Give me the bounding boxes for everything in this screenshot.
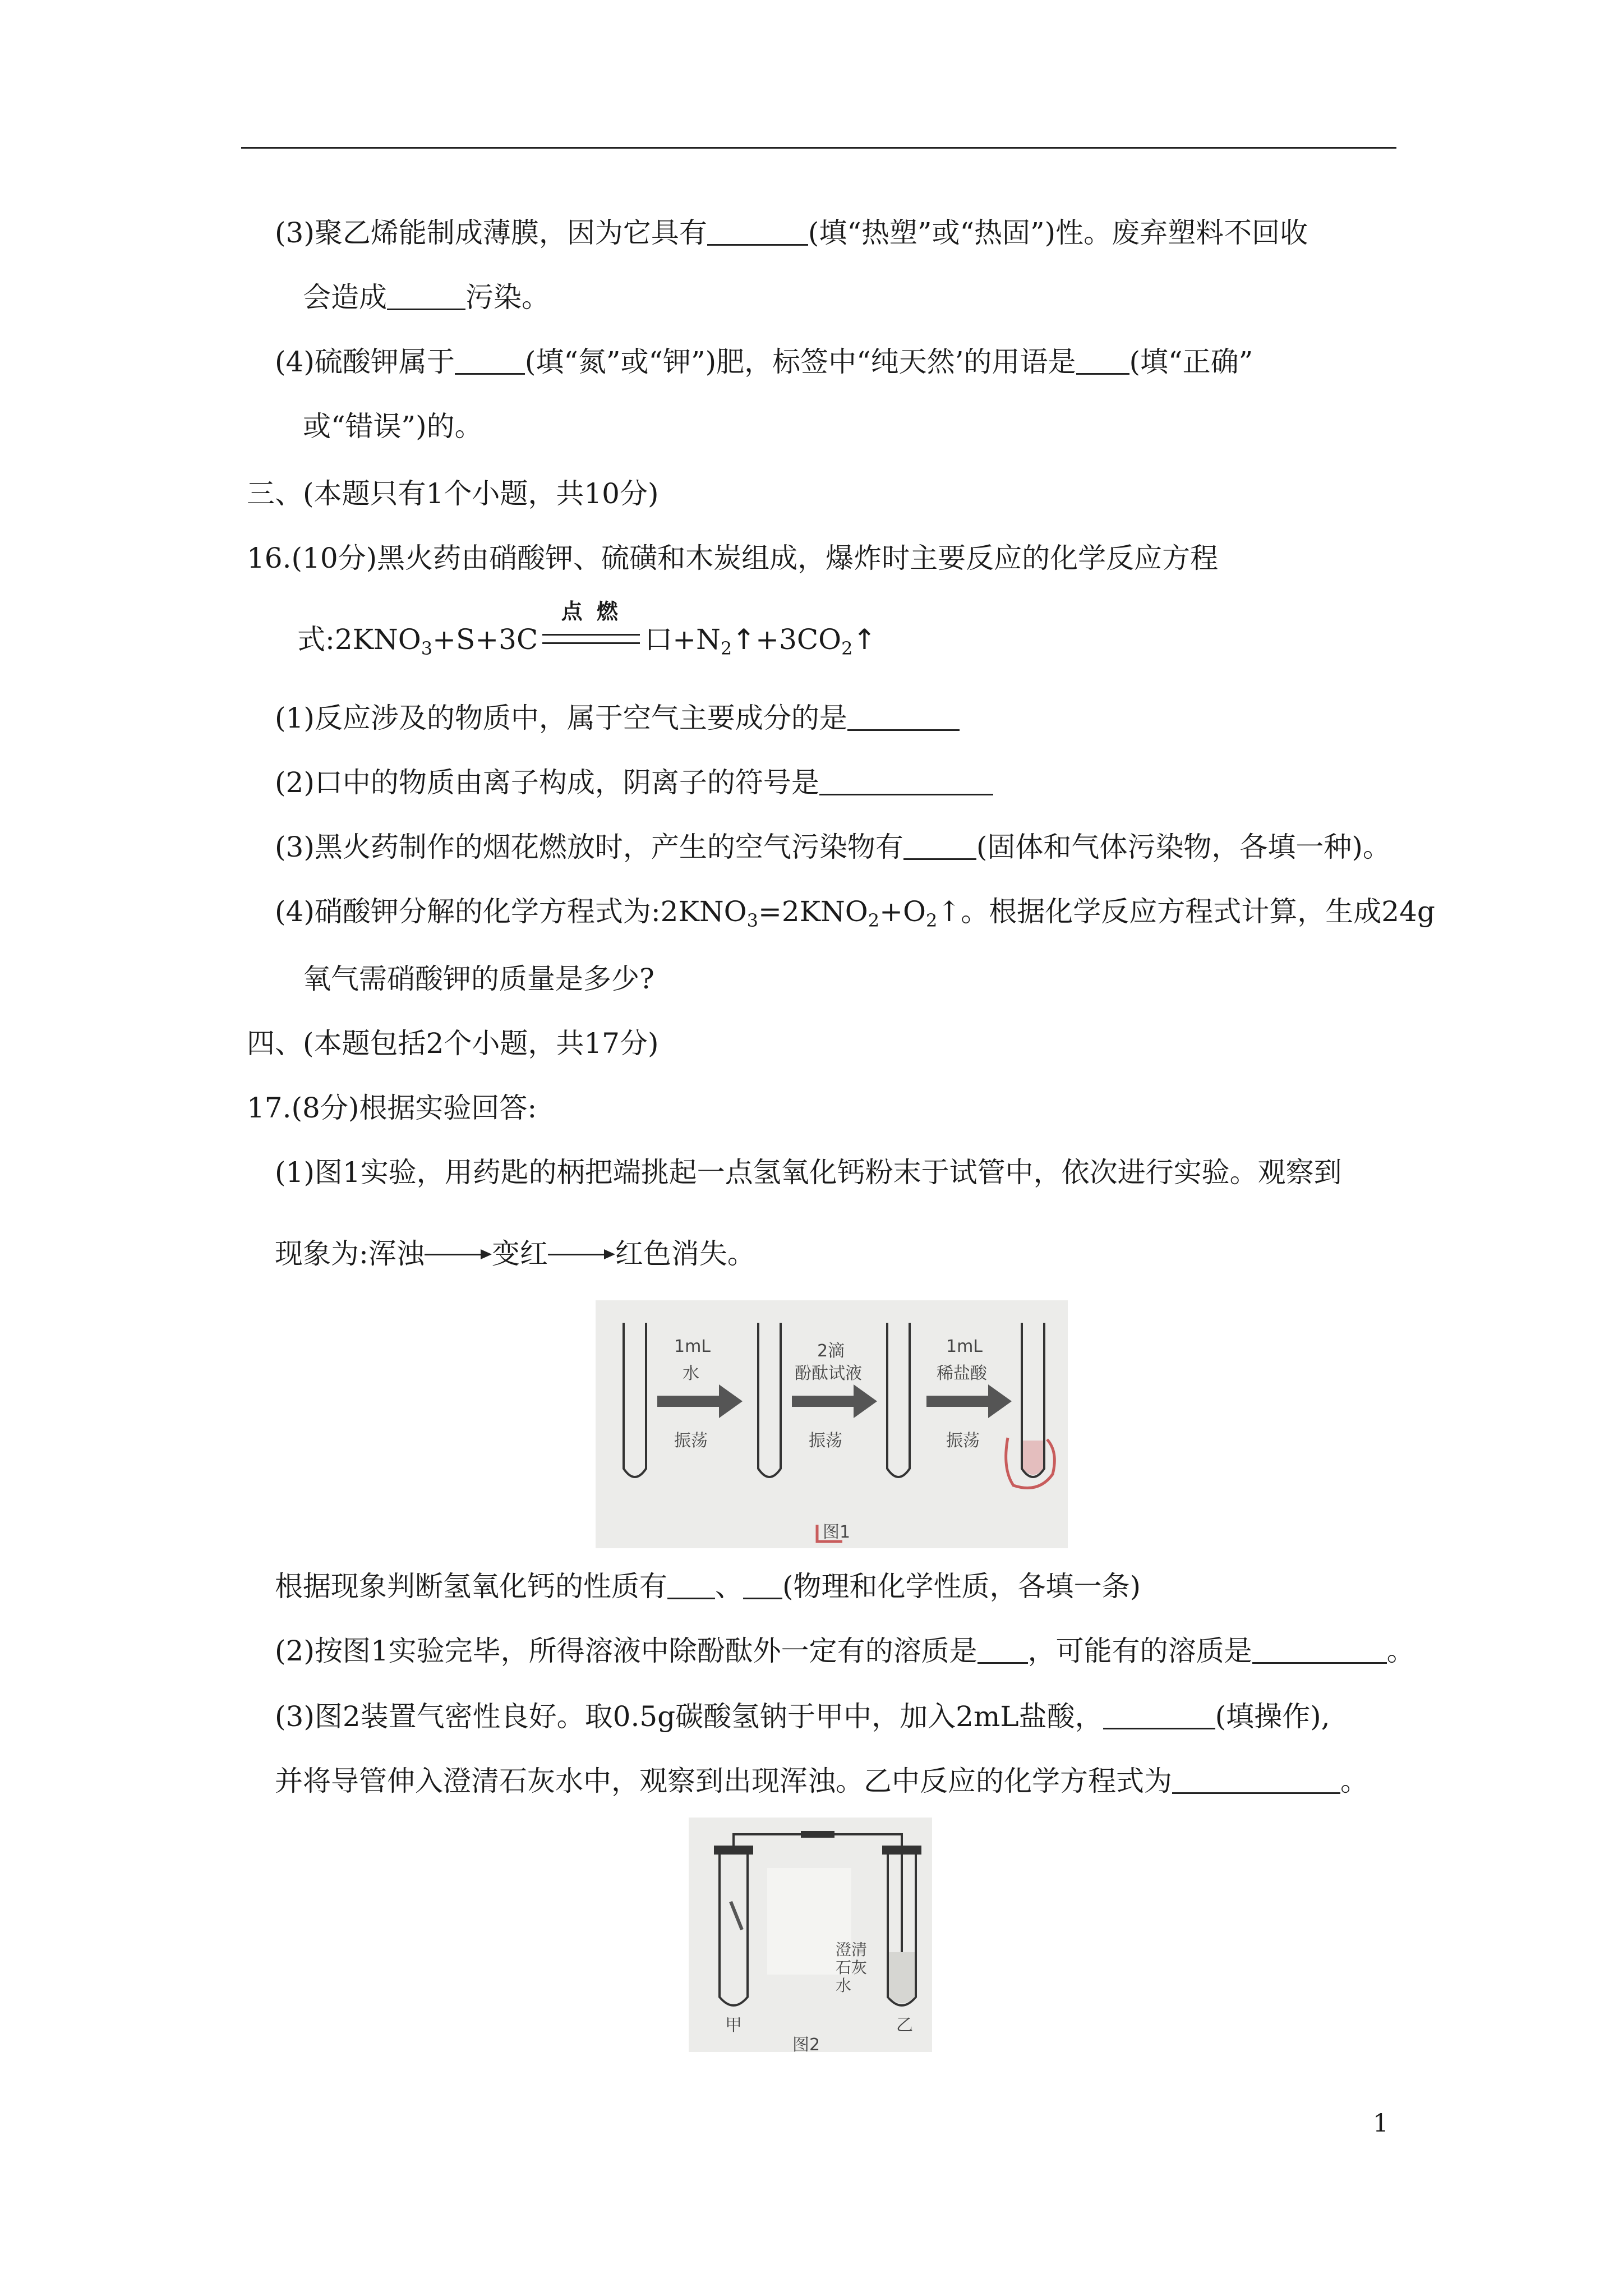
q16-stem: 16.(10分)黑火药由硝酸钾、硫磺和木炭组成，爆炸时主要反应的化学反应方程 (247, 542, 1219, 574)
q17-part1-line1: (1)图1实验，用药匙的柄把端挑起一点氢氧化钙粉末于试管中，依次进行实验。观察到 (275, 1156, 1342, 1189)
answer-blank[interactable] (743, 1571, 782, 1599)
q16-part4-line2: 氧气需硝酸钾的质量是多少? (303, 963, 654, 995)
answer-blank[interactable] (847, 702, 960, 731)
answer-blank[interactable] (707, 217, 808, 246)
answer-blank[interactable] (387, 282, 465, 310)
figure-1-caption: 图1 (823, 1522, 851, 1542)
q15-part4-line1: (4)硫酸钾属于 (填“氮”或“钾”)肥，标签中“纯天然’的用语是 (填“正确” (275, 346, 1253, 378)
q17-part2: (2)按图1实验完毕，所得溶液中除酚酞外一定有的溶质是 ，可能有的溶质是 。 (275, 1635, 1415, 1667)
fig1-label: 1mL (946, 1337, 983, 1356)
answer-blank[interactable] (1103, 1701, 1215, 1729)
figure-2-apparatus (689, 1818, 932, 2055)
q16-part2: (2)口中的物质由离子构成，阴离子的符号是 (275, 766, 993, 799)
figure-1-test-tubes (596, 1300, 1068, 1548)
q17-part3-line2: 并将导管伸入澄清石灰水中，观察到出现浑浊。乙中反应的化学方程式为 。 (275, 1765, 1368, 1797)
fig1-label: 1mL (674, 1337, 711, 1356)
page-number: 1 (1373, 2109, 1389, 2138)
fig1-label: 稀盐酸 (937, 1364, 987, 1383)
answer-blank[interactable] (819, 767, 993, 795)
fig1-label: 振荡 (674, 1431, 708, 1451)
right-arrow-icon (548, 1237, 615, 1271)
section-four-heading: 四、(本题包括2个小题，共17分) (247, 1027, 659, 1060)
answer-blank[interactable] (903, 831, 976, 860)
fig1-label: 振荡 (809, 1431, 842, 1451)
fig2-label-yi: 乙 (896, 2016, 913, 2035)
answer-blank[interactable] (1172, 1765, 1340, 1794)
q15-part3-line2: 会造成 污染。 (303, 281, 550, 314)
answer-blank[interactable] (978, 1635, 1028, 1664)
fig2-label-jia: 甲 (725, 2016, 742, 2035)
fig1-label: 水 (683, 1364, 699, 1383)
q16-part3: (3)黑火药制作的烟花燃放时，产生的空气污染物有 (固体和气体污染物，各填一种)。 (275, 831, 1391, 863)
q15-part3-line1: (3)聚乙烯能制成薄膜，因为它具有 (填“热塑”或“热固”)性。废弃塑料不回收 (275, 217, 1308, 249)
fig1-label: 酚酞试液 (795, 1364, 862, 1383)
q15-part4-line2: 或“错误”)的。 (303, 410, 483, 443)
answer-blank[interactable] (455, 346, 525, 375)
section-three-heading: 三、(本题只有1个小题，共10分) (247, 477, 659, 510)
q17-part3-line1: (3)图2装置气密性良好。取0.5g碳酸氢钠于甲中，加入2mL盐酸， (填操作), (275, 1700, 1330, 1733)
fig2-label-limewater: 澄清石灰水 (836, 1940, 868, 1995)
fig1-label: 振荡 (946, 1431, 980, 1451)
answer-blank[interactable] (1252, 1635, 1387, 1664)
figure-2-caption: 图2 (792, 2035, 820, 2055)
q16-part4-line1: (4)硝酸钾分解的化学方程式为$:2KNO_3=2KNO_2+O_2↑$。根据化学反应方程式计算，生成24g (275, 895, 1435, 931)
header-rule (241, 147, 1396, 149)
answer-blank[interactable] (1076, 346, 1129, 375)
answer-blank[interactable] (667, 1571, 715, 1599)
right-arrow-icon (425, 1237, 492, 1271)
q17-part1-line2: 现象为:浑浊 变红 红色消失。 (275, 1237, 755, 1270)
fig1-label: 2滴 (817, 1341, 845, 1361)
reaction-condition: 点 燃 (538, 623, 644, 656)
q16-equation: 式$:2KNO_3+S+3C$ 点 燃 口$+N_2↑+3CO_2↑$ (297, 599, 877, 659)
q16-part1: (1)反应涉及的物质中，属于空气主要成分的是 (275, 701, 960, 735)
q17-stem: 17.(8分)根据实验回答: (247, 1092, 537, 1124)
q17-judge-line: 根据现象判断氢氧化钙的性质有 、 (物理和化学性质，各填一条) (275, 1570, 1141, 1603)
